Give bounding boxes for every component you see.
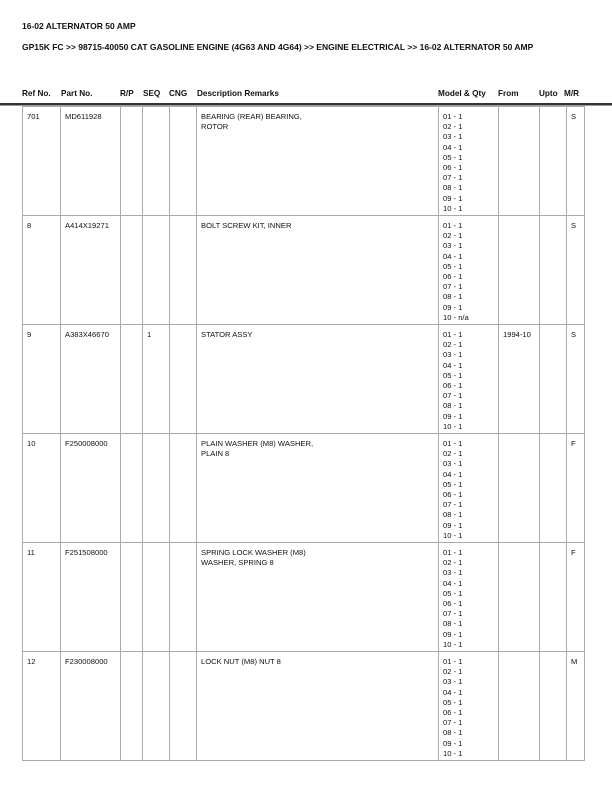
cell-upto [540, 107, 567, 216]
cell-rp [121, 325, 143, 434]
breadcrumb: GP15K FC >> 98715-40050 CAT GASOLINE ENGINE (4G63 AND 4G64) >> ENGINE ELECTRICAL >> 16-02 ALTERNATOR 50 AMP [22, 42, 534, 52]
cell-qty: 01 - 1 02 - 1 03 - 1 04 - 1 05 - 1 06 - 1 07 - 1 08 - 1 09 - 1 10 - n/a [439, 216, 499, 325]
cell-ref: 8 [23, 216, 61, 325]
cell-desc: BEARING (REAR) BEARING, ROTOR [197, 107, 439, 216]
col-header-cng: CNG [169, 89, 188, 98]
table-row [23, 216, 585, 325]
cell-mr: S [567, 216, 585, 325]
cell-cng [170, 543, 197, 652]
cell-seq [143, 543, 170, 652]
cell-upto [540, 325, 567, 434]
cell-desc: SPRING LOCK WASHER (M8) WASHER, SPRING 8 [197, 543, 439, 652]
cell-desc: STATOR ASSY [197, 325, 439, 434]
cell-mr: S [567, 325, 585, 434]
cell-from [499, 543, 540, 652]
col-header-description: Description Remarks [197, 89, 279, 98]
cell-from [499, 434, 540, 543]
cell-qty: 01 - 1 02 - 1 03 - 1 04 - 1 05 - 1 06 - 1 07 - 1 08 - 1 09 - 1 10 - 1 [439, 107, 499, 216]
cell-from [499, 107, 540, 216]
table-row [23, 543, 585, 652]
cell-part: MD611928 [61, 107, 121, 216]
cell-rp [121, 434, 143, 543]
cell-seq [143, 107, 170, 216]
table-row [23, 107, 585, 216]
cell-rp [121, 216, 143, 325]
cell-qty: 01 - 1 02 - 1 03 - 1 04 - 1 05 - 1 06 - 1 07 - 1 08 - 1 09 - 1 10 - 1 [439, 652, 499, 761]
cell-ref: 10 [23, 434, 61, 543]
cell-cng [170, 434, 197, 543]
cell-cng [170, 216, 197, 325]
cell-part: F230008000 [61, 652, 121, 761]
table-row [23, 434, 585, 543]
cell-part: F250008000 [61, 434, 121, 543]
cell-upto [540, 652, 567, 761]
col-header-from: From [498, 89, 519, 98]
cell-seq: 1 [143, 325, 170, 434]
col-header-upto: Upto [539, 89, 558, 98]
cell-mr: M [567, 652, 585, 761]
cell-cng [170, 652, 197, 761]
col-header-mr: M/R [564, 89, 580, 98]
cell-part: A383X46670 [61, 325, 121, 434]
col-header-ref: Ref No. [22, 89, 51, 98]
cell-ref: 9 [23, 325, 61, 434]
cell-desc: LOCK NUT (M8) NUT 8 [197, 652, 439, 761]
cell-cng [170, 325, 197, 434]
cell-mr: F [567, 543, 585, 652]
col-header-rp: R/P [120, 89, 134, 98]
cell-qty: 01 - 1 02 - 1 03 - 1 04 - 1 05 - 1 06 - 1 07 - 1 08 - 1 09 - 1 10 - 1 [439, 543, 499, 652]
col-header-part: Part No. [61, 89, 93, 98]
cell-mr: F [567, 434, 585, 543]
cell-from [499, 652, 540, 761]
cell-cng [170, 107, 197, 216]
cell-desc: PLAIN WASHER (M8) WASHER, PLAIN 8 [197, 434, 439, 543]
cell-qty: 01 - 1 02 - 1 03 - 1 04 - 1 05 - 1 06 - 1 07 - 1 08 - 1 09 - 1 10 - 1 [439, 434, 499, 543]
cell-ref: 11 [23, 543, 61, 652]
cell-qty: 01 - 1 02 - 1 03 - 1 04 - 1 05 - 1 06 - 1 07 - 1 08 - 1 09 - 1 10 - 1 [439, 325, 499, 434]
cell-seq [143, 434, 170, 543]
cell-ref: 701 [23, 107, 61, 216]
cell-rp [121, 652, 143, 761]
cell-from [499, 216, 540, 325]
col-header-seq: SEQ [143, 89, 161, 98]
table-row [23, 652, 585, 761]
cell-upto [540, 543, 567, 652]
cell-upto [540, 216, 567, 325]
table-row [23, 325, 585, 434]
cell-part: F251508000 [61, 543, 121, 652]
cell-ref: 12 [23, 652, 61, 761]
cell-upto [540, 434, 567, 543]
cell-from: 1994-10 [499, 325, 540, 434]
cell-part: A414X19271 [61, 216, 121, 325]
cell-seq [143, 652, 170, 761]
cell-mr: S [567, 107, 585, 216]
cell-rp [121, 543, 143, 652]
cell-seq [143, 216, 170, 325]
cell-desc: BOLT SCREW KIT, INNER [197, 216, 439, 325]
parts-table [22, 106, 585, 761]
page-title: 16-02 ALTERNATOR 50 AMP [22, 21, 136, 31]
col-header-model-qty: Model & Qty [438, 89, 486, 98]
cell-rp [121, 107, 143, 216]
